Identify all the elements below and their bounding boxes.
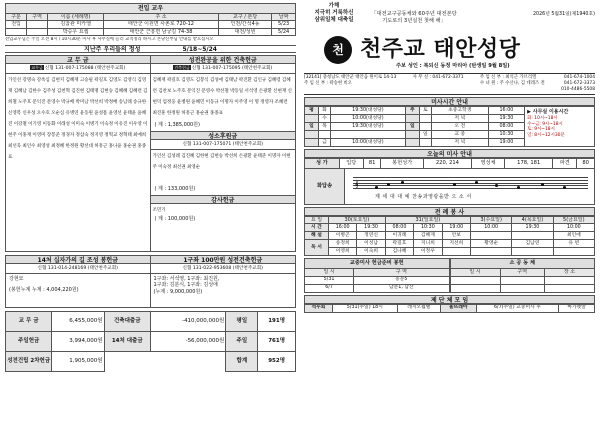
table-row: 6/7 남문1, 남산: [305, 284, 450, 292]
pledge-names-1: 가인선 강명숙 강옥심 김현지 김혜재 고승필 곽길호 김영도 김영식 김영재 김혜남 김한수 김주성 김천혁 김진현 김태명 김현승 김혜혜 김혜련 김희철 노주호 문익진 문영수 박규배 박미남 박선희 박정배 송남례 송규한 신영복 신우성 오수호 오순심 유병연 윤동원 윤성흠 윤영선 윤태윤 윤혜진 이강철 이기영 이동화 이래성 이미숙 이병기 이숙정 이유진 이우영 이현주 이홍재 이영미 장봉준 정경자 정삼숙 정지영 정혁교 정혁태 최예희 최선욱 최인수 최영성 최정혜 한정원 황선대 허흥근 홍나윤 홍순권 홍종표: [5, 74, 151, 252]
event-table: [304, 304, 595, 313]
tile-line: 1구좌: 김분식, 1구좌: 김성애: [153, 282, 218, 289]
table-row: 독 서 송정희 이성남 곽길호 지니희 지선희 황영순 김남연 유 빈: [305, 240, 595, 248]
holy-names: 가인선 김성례 김진혜 김한현 김현승 박선희 손광환 윤태준 이명자 이현주 이숙정 최선권 최영순: [152, 154, 291, 171]
totals-table: [5, 311, 296, 372]
holy-account: 신협 131-007-175071 (태안천주교회): [151, 140, 296, 150]
thanks-sum: ( 계 : 100,000원): [154, 216, 196, 223]
office-line: 토: 9시~18시: [527, 127, 555, 133]
pledge-col-left: [5, 55, 151, 252]
table-row: 교 무 금 6,455,000원 건축대출금 -410,000,000원 평일 191명: [6, 312, 296, 332]
tile-line: 1구좌: 서석영, 1구좌: 최진원,: [153, 276, 220, 283]
transfer-title: 전입 교우: [6, 4, 296, 14]
treble-clef-icon: 𝄞: [355, 182, 359, 188]
pledge-col-right: [151, 55, 297, 252]
church-logo-icon: 천: [324, 36, 352, 64]
office-line: 일: 8시~12시30분: [527, 132, 565, 138]
offering-title: 교중미사 헌금준비 봉헌: [305, 259, 450, 269]
pledge-account-1: 교무금 신협 131-007-175088 (태안천주교회): [5, 64, 151, 74]
tile-box: [151, 255, 297, 308]
psalm-label: 화답송: [305, 169, 345, 204]
office-title: 사무실 이용시간: [532, 109, 569, 115]
offering-prep-table: [304, 258, 450, 292]
schedule-table: [304, 216, 595, 256]
psalm-lyrics: 제 세 대 대 예 찬송과영광을받 으 소 서: [375, 194, 472, 200]
office-line: 수~금: 9시~18시: [527, 121, 563, 127]
feast-title: [304, 3, 364, 24]
table-row: 일 교 중 10:30: [305, 131, 525, 139]
pledge-names-2: 김혜재 곽길호 김영도 김봉식 김성애 김태남 곽진환 김인규 김혜령 김혜련 김찬보 노주호 문익진 문영수 박선철 박동일 서석영 손광환 신현재 신현덕 엄정웅 윤병원 윤혜민 이동규 이명자 이주영 이 명 정영자 조혜련 최진훈 한정원 허흥근 홍순권 홍종표: [152, 78, 292, 117]
table-row: 해 설 이병곤 정연신 이귀례 김혜재 안보 최인애: [305, 232, 595, 240]
bell-icon: ▶: [527, 109, 533, 115]
hymn-title: 오늘의 미사 안내: [304, 149, 595, 158]
community-title: 소 공 동 체: [450, 259, 595, 269]
note-icon: [517, 186, 520, 189]
address-right: 주 임 신 부 : 최석근 가브리엘 수 녀 원 : 주 수산나, 김 데레즈 전: [479, 75, 545, 86]
note-icon: [375, 186, 378, 189]
tile-title: 1구좌 100만원 성전건축헌금: [151, 255, 297, 264]
masthead: [304, 3, 595, 73]
table-row: [450, 284, 595, 292]
table-row: 5/31 동문5: [305, 276, 450, 284]
patron-saint: 주보 성인 : 복되신 동정 마리아 (탄생일 9월 8일): [396, 63, 510, 69]
office-hours: [525, 106, 595, 147]
cross-names: 강현묘: [9, 276, 24, 283]
church-name: 천주교 태안성당: [360, 36, 521, 62]
note-icon: [401, 181, 404, 184]
pledge-right-stack: [151, 74, 297, 252]
table-row: [450, 276, 595, 284]
office-line: 화: 10시~18시: [527, 116, 558, 122]
cross-title: 14처 십자가의 길 조성 봉헌금: [5, 255, 151, 264]
table-row: 성 가 입당 81 봉헌성가 220, 214 영성체 178, 181 파견 80: [305, 159, 595, 169]
pledge-sum-2: ( 계 : 1,385,000원): [154, 122, 200, 129]
address-left: [32141] 충청남도 태안군 태안읍 원이로 14-13 주 임 신 부 : 곽승현 비오: [304, 75, 397, 86]
note-icon: [541, 183, 544, 186]
pledge-columns: [5, 55, 296, 252]
tile-body: [151, 274, 297, 308]
feast-line-1: 지극히 거룩하신: [314, 10, 354, 16]
motto: 「대전교구공동체와 60주년 대전본당 기도로의 3년실천 첫해 해」: [371, 11, 457, 24]
note-icon: [495, 184, 498, 187]
small-community-table: [450, 258, 596, 292]
table-row: 수 10:00(대성당) 저 녁 19:30: [305, 115, 525, 123]
issue-date: 2026년 5월31일(제1940호): [532, 12, 595, 17]
note-icon: [475, 181, 478, 184]
mass-title: 미사시간 안내: [304, 97, 595, 106]
holy-sum: ( 계 : 133,000원): [154, 186, 196, 193]
feast-line-2: 삼위일체 대축일: [314, 17, 354, 23]
cross-account: 신협 131-014-248169 (태안천주교회): [5, 264, 151, 274]
note-icon: [387, 183, 390, 186]
liturgical-year: 가해: [328, 3, 340, 9]
cross-box: [5, 255, 151, 308]
tile-account: 신협 131-022-953608 (태안천주교회): [151, 264, 297, 274]
pledge-title: 지난주 우리들의 정성: [84, 46, 141, 54]
table-row: 요 일 30(토요일) 31(일요일) 3(수요일) 4(목요일) 5(금요일): [305, 217, 595, 224]
event-title: 제 단 체 모 임: [304, 295, 595, 304]
table-row: 일 시 구 역: [305, 269, 450, 276]
note-icon: [563, 186, 566, 189]
cross-tile-columns: [5, 255, 296, 308]
right-page: [300, 0, 600, 424]
transfer-table: [5, 3, 296, 36]
transfer-note: 전입교우님은 주일 오전 8시 / 10시30분 미사 후 사무실에 들러 교적정리 하시고 본당신부님 안내를 받으십시오: [5, 36, 214, 42]
table-row: 일 목 19:30(대성당) 일 오 전 08:00: [305, 123, 525, 131]
tile-sum: (누계 : 9,000,000원): [153, 288, 203, 295]
address-phones: 041-674-1004 041-672-3373 010-4486-5508: [561, 75, 595, 92]
table-row: 이영희 이숙희 김나혜 이정우: [305, 248, 595, 256]
psalm-score: [304, 169, 595, 205]
pledge-period: 5/18~5/24: [182, 46, 217, 54]
pledge-title-row: [5, 45, 296, 53]
address-bar: [304, 73, 595, 95]
mass-table: [304, 106, 525, 147]
pledge-col2-title: 성전완공을 위한 건축헌금: [151, 55, 297, 64]
holy-title: 성소후원금: [151, 131, 296, 140]
table-row: 박승우 요셉 태안군 근흥면 남궁길 74-38 대전/성빈 5/24: [6, 28, 296, 35]
hymn-table: [304, 158, 595, 169]
mass-section: [304, 106, 595, 147]
table-row: 일 시 구역 장 소: [450, 269, 595, 276]
pledge-account-2: 건축헌금 신협 131-007-175095 (태안천주교회): [151, 64, 297, 74]
bottom-section: [304, 258, 595, 292]
transfer-header: 구분 구역 이름 (세례명) 주 소 교구 / 본당 날짜: [6, 14, 296, 21]
thanks-names: 조민기: [152, 208, 166, 214]
table-row: 전입 김참관 미카엘 태안군 이원면 사촌로 720-12 인천/간석4동 5/23: [6, 21, 296, 28]
table-row: 시 간 16:00 19:30 08:00 10:30 19:00 10:00 19:30 10:00: [305, 224, 595, 232]
table-row: 금 10:00(대성당) 저 녁 19:00: [305, 139, 525, 147]
schedule-title: 전 례 봉 사: [304, 207, 595, 216]
pledge-col1-title: 교 무 금: [5, 55, 151, 64]
address-mid: 사 무 실 : 041-672-3371: [412, 75, 464, 80]
cross-sum: (봉헌누계 누계 : 4,004,220원): [9, 287, 79, 294]
thanks-title: 감사헌금: [151, 195, 296, 204]
table-row: 석두회 5/31(주일) 18시 레지오월별 울뜨레아 6/7(주일) 교중미사 후 마가렛알: [305, 304, 595, 312]
table-row: 평 화 19:30(대성당) 주 토 초중고학생 16:00: [305, 107, 525, 115]
table-row: 주일헌금 3,994,000원 14처 대출금 -56,000,000원 주일 761명: [6, 332, 296, 352]
cross-body: [5, 274, 151, 308]
table-row: 성전건립 2차헌금 1,905,000원 합계 952명: [6, 352, 296, 372]
note-icon: [453, 183, 456, 186]
